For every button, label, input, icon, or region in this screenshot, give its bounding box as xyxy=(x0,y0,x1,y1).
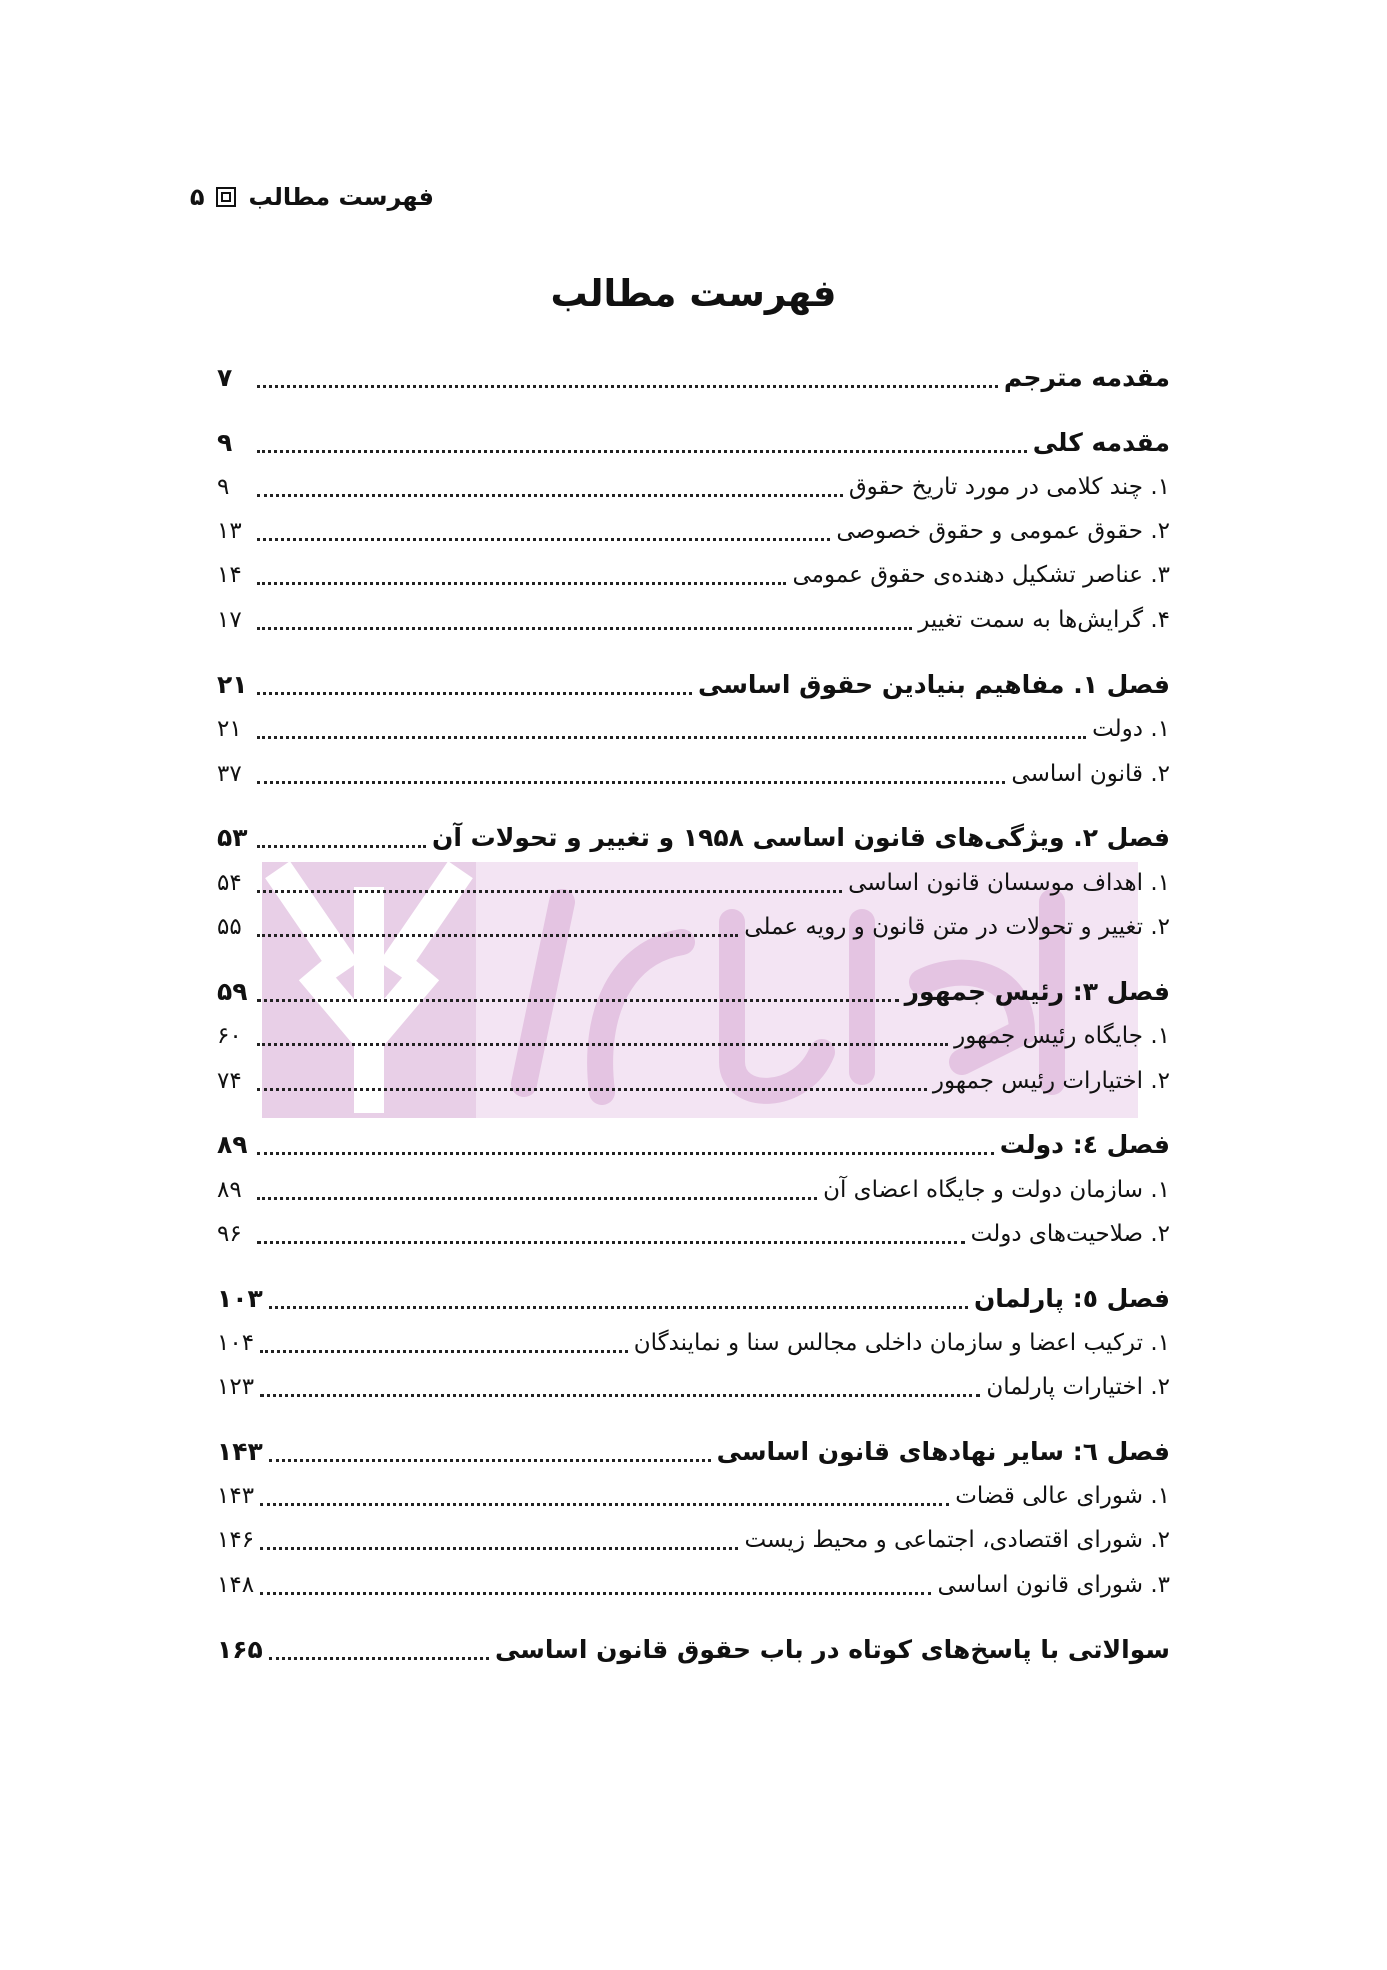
toc-entry-page-number: ۱۴۳ xyxy=(217,1483,255,1509)
dot-leader xyxy=(257,736,1086,739)
dot-leader xyxy=(257,582,786,585)
toc-section-entry xyxy=(217,907,1170,947)
toc-entry-page-number: ۹ xyxy=(217,428,233,457)
toc-section-entry xyxy=(217,600,1170,640)
dot-leader xyxy=(260,1394,980,1397)
toc-chapter-entry xyxy=(217,423,1170,463)
dot-leader xyxy=(260,1350,628,1353)
toc-chapter-entry xyxy=(217,1125,1170,1165)
toc-entry-label: ۱. ترکیب اعضا و سازمان داخلی مجالس سنا و نمایندگان xyxy=(633,1330,1170,1356)
toc-entry-label: ۳. عناصر تشکیل دهنده‌ی حقوق عمومی xyxy=(792,562,1170,588)
toc-entry-label: ۲. صلاحیت‌های دولت xyxy=(970,1221,1170,1247)
dot-leader xyxy=(257,1152,994,1155)
dot-leader xyxy=(257,538,830,541)
dot-leader xyxy=(257,1241,965,1244)
toc-entry-page-number: ۲۱ xyxy=(217,716,242,742)
toc-section-entry xyxy=(217,709,1170,749)
running-header-page-number: ۵ xyxy=(189,183,205,211)
toc-entry-label: ۲. قانون اساسی xyxy=(1011,761,1170,787)
dot-leader xyxy=(257,845,426,848)
toc-section-entry xyxy=(217,1565,1170,1605)
dot-leader xyxy=(257,450,1027,453)
toc-entry-page-number: ۷۴ xyxy=(217,1068,242,1094)
toc-chapter-entry xyxy=(217,1432,1170,1472)
toc-section-entry xyxy=(217,1016,1170,1056)
dot-leader xyxy=(260,1547,738,1550)
dot-leader xyxy=(269,1657,489,1660)
toc-entry-page-number: ۱۴۳ xyxy=(217,1437,263,1466)
toc-entry-page-number: ۱۰۳ xyxy=(217,1284,263,1313)
toc-entry-label: مقدمه کلی xyxy=(1032,428,1170,457)
toc-entry-page-number: ۹ xyxy=(217,474,230,500)
dot-leader xyxy=(269,1306,968,1309)
toc-entry-page-number: ۶۰ xyxy=(217,1023,242,1049)
toc-section-entry xyxy=(217,863,1170,903)
dot-leader xyxy=(257,692,692,695)
toc-entry-page-number: ۱۳ xyxy=(217,518,242,544)
toc-entry-label: فصل ٤: دولت xyxy=(999,1130,1170,1159)
toc-entry-label: ۱. سازمان دولت و جایگاه اعضای آن xyxy=(823,1177,1170,1203)
toc-entry-label: فصل ٦: سایر نهادهای قانون اساسی xyxy=(716,1437,1170,1466)
toc-entry-page-number: ۵۹ xyxy=(217,977,248,1006)
toc-chapter-entry xyxy=(217,972,1170,1012)
toc-chapter-entry xyxy=(217,1630,1170,1670)
toc-entry-label: مقدمه مترجم xyxy=(1003,363,1170,392)
dot-leader xyxy=(257,890,842,893)
toc-chapter-entry xyxy=(217,1279,1170,1319)
toc-entry-label: ۲. اختیارات پارلمان xyxy=(986,1374,1170,1400)
toc-entry-page-number: ۱۲۳ xyxy=(217,1374,255,1400)
toc-entry-page-number: ۲۱ xyxy=(217,670,248,699)
toc-entry-page-number: ۵۴ xyxy=(217,870,242,896)
toc-entry-page-number: ۷ xyxy=(217,363,233,392)
dot-leader xyxy=(260,1503,949,1506)
toc-entry-page-number: ۱۴ xyxy=(217,562,242,588)
toc-entry-page-number: ۸۹ xyxy=(217,1177,242,1203)
dot-leader xyxy=(257,627,912,630)
toc-entry-label: ۲. اختیارات رئیس جمهور xyxy=(932,1068,1170,1094)
toc-section-entry xyxy=(217,1214,1170,1254)
toc-section-entry xyxy=(217,754,1170,794)
toc-entry-label: ۱. چند کلامی در مورد تاریخ حقوق xyxy=(848,474,1170,500)
toc-entry-page-number: ۸۹ xyxy=(217,1130,248,1159)
toc-entry-page-number: ۱۶۵ xyxy=(217,1635,263,1664)
toc-entry-label: فصل ۱. مفاهیم بنیادین حقوق اساسی xyxy=(698,670,1170,699)
toc-entry-label: فصل ٥: پارلمان xyxy=(973,1284,1170,1313)
toc-section-entry xyxy=(217,1061,1170,1101)
toc-section-entry xyxy=(217,467,1170,507)
toc-section-entry xyxy=(217,1520,1170,1560)
toc-section-entry xyxy=(217,555,1170,595)
toc-entry-label: ۳. شورای قانون اساسی xyxy=(937,1572,1170,1598)
toc-entry-label: ۲. حقوق عمومی و حقوق خصوصی xyxy=(836,518,1170,544)
toc-entry-label: ۲. شورای اقتصادی، اجتماعی و محیط زیست xyxy=(744,1527,1170,1553)
toc-section-entry xyxy=(217,511,1170,551)
toc-entry-page-number: ۳۷ xyxy=(217,761,242,787)
toc-entry-label: ۲. تغییر و تحولات در متن قانون و رویه عملی xyxy=(744,914,1170,940)
toc-entry-label: ۱. اهداف موسسان قانون اساسی xyxy=(848,870,1170,896)
page-title: فهرست مطالب xyxy=(550,272,837,315)
toc-entry-page-number: ۱۷ xyxy=(217,607,242,633)
toc-entry-label: سوالاتی با پاسخ‌های کوتاه در باب حقوق قانون اساسی xyxy=(494,1635,1170,1664)
dot-leader xyxy=(257,999,899,1002)
toc-entry-label: ۱. دولت xyxy=(1092,716,1170,742)
toc-chapter-entry xyxy=(217,358,1170,398)
toc-entry-label: فصل ۳: رئیس جمهور xyxy=(904,977,1170,1006)
toc-section-entry xyxy=(217,1323,1170,1363)
toc-entry-page-number: ۱۴۸ xyxy=(217,1572,255,1598)
toc-entry-page-number: ۵۵ xyxy=(217,914,242,940)
dot-leader xyxy=(257,385,998,388)
toc-section-entry xyxy=(217,1367,1170,1407)
running-header-title: فهرست مطالب xyxy=(248,183,434,211)
toc-entry-page-number: ۱۰۴ xyxy=(217,1330,255,1356)
toc-chapter-entry xyxy=(217,665,1170,705)
dot-leader xyxy=(257,1088,927,1091)
toc-entry-label: ۱. شورای عالی قضات xyxy=(955,1483,1170,1509)
dot-leader xyxy=(257,1197,817,1200)
toc-entry-label: ۱. جایگاه رئیس جمهور xyxy=(954,1023,1170,1049)
toc-entry-page-number: ۱۴۶ xyxy=(217,1527,255,1553)
dot-leader xyxy=(257,494,843,497)
dot-leader xyxy=(260,1592,931,1595)
dot-leader xyxy=(257,1043,948,1046)
toc-entry-page-number: ۵۳ xyxy=(217,823,248,852)
toc-section-entry xyxy=(217,1476,1170,1516)
dot-leader xyxy=(269,1459,711,1462)
toc-entry-label: ۴. گرایش‌ها به سمت تغییر xyxy=(918,607,1170,633)
toc-section-entry xyxy=(217,1170,1170,1210)
dot-leader xyxy=(257,934,738,937)
toc-chapter-entry xyxy=(217,818,1170,858)
dot-leader xyxy=(257,781,1005,784)
toc-entry-label: فصل ۲. ویژگی‌های قانون اساسی ۱۹۵۸ و تغییر و تحولات آن xyxy=(432,823,1170,852)
toc-entry-page-number: ۹۶ xyxy=(217,1221,242,1247)
